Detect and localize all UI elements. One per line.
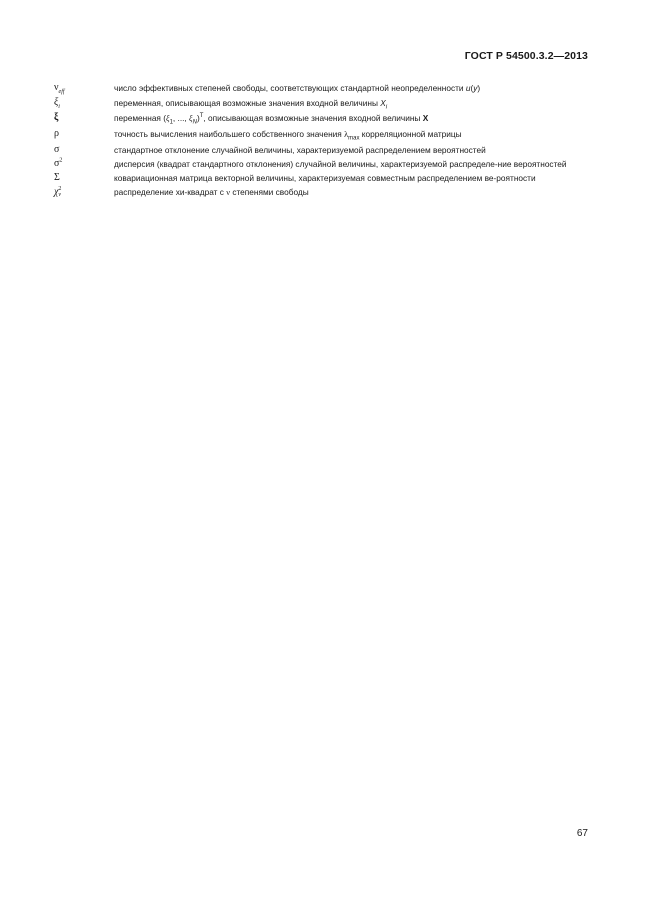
symbol: $\xi_i$ <box>54 96 60 110</box>
symbol-description: точность вычисления наибольшего собственного значения $\lambda_{max}$ корреляционной матрицы <box>114 128 462 142</box>
symbol-row-capital-sigma <box>54 172 594 184</box>
symbol-row-rho <box>54 128 594 141</box>
symbol-description: дисперсия (квадрат стандартного отклонения) случайной величины, характеризуемой распределе-ние вероятностей <box>114 159 567 170</box>
symbol: σ <box>54 143 60 155</box>
symbol-row-xi-vector <box>54 112 594 125</box>
symbol: ξ <box>54 111 59 123</box>
symbol: $\sigma^2$ <box>54 158 63 170</box>
symbol-description: стандартное отклонение случайной величины, характеризуемой распределением вероятностей <box>114 144 486 155</box>
symbol-row-nu-eff <box>54 82 594 94</box>
symbol-description: переменная, описывающая возможные значения входной величины $X_i$ <box>114 97 388 111</box>
symbol-row-xi-i <box>54 97 594 109</box>
symbol-row-sigma <box>54 144 594 156</box>
symbol: ρ <box>54 127 59 139</box>
symbol-row-chi-squared <box>54 186 594 199</box>
symbol-row-sigma-squared <box>54 158 594 170</box>
symbol-description: число эффективных степеней свободы, соответствующих стандартной неопределенности u(y) <box>114 83 481 93</box>
symbol-description: ковариационная матрица векторной величины, характеризуемая совместным распределением ве-роятности <box>114 173 536 184</box>
symbol: χ 2 ν <box>54 185 62 198</box>
symbols-list <box>54 82 594 202</box>
symbol-description: переменная ($\xi_1$, ..., $\xi_N)^T$, описывающая возможные значения входной величины X <box>114 112 429 126</box>
symbol-description: распределение хи-квадрат с ν степенями свободы <box>114 186 309 197</box>
symbol: Σ <box>54 172 60 184</box>
symbol: $\nu_{eff}$ <box>54 82 65 95</box>
page-number: 67 <box>576 828 588 839</box>
document-header: ГОСТ Р 54500.3.2—2013 <box>464 50 588 62</box>
